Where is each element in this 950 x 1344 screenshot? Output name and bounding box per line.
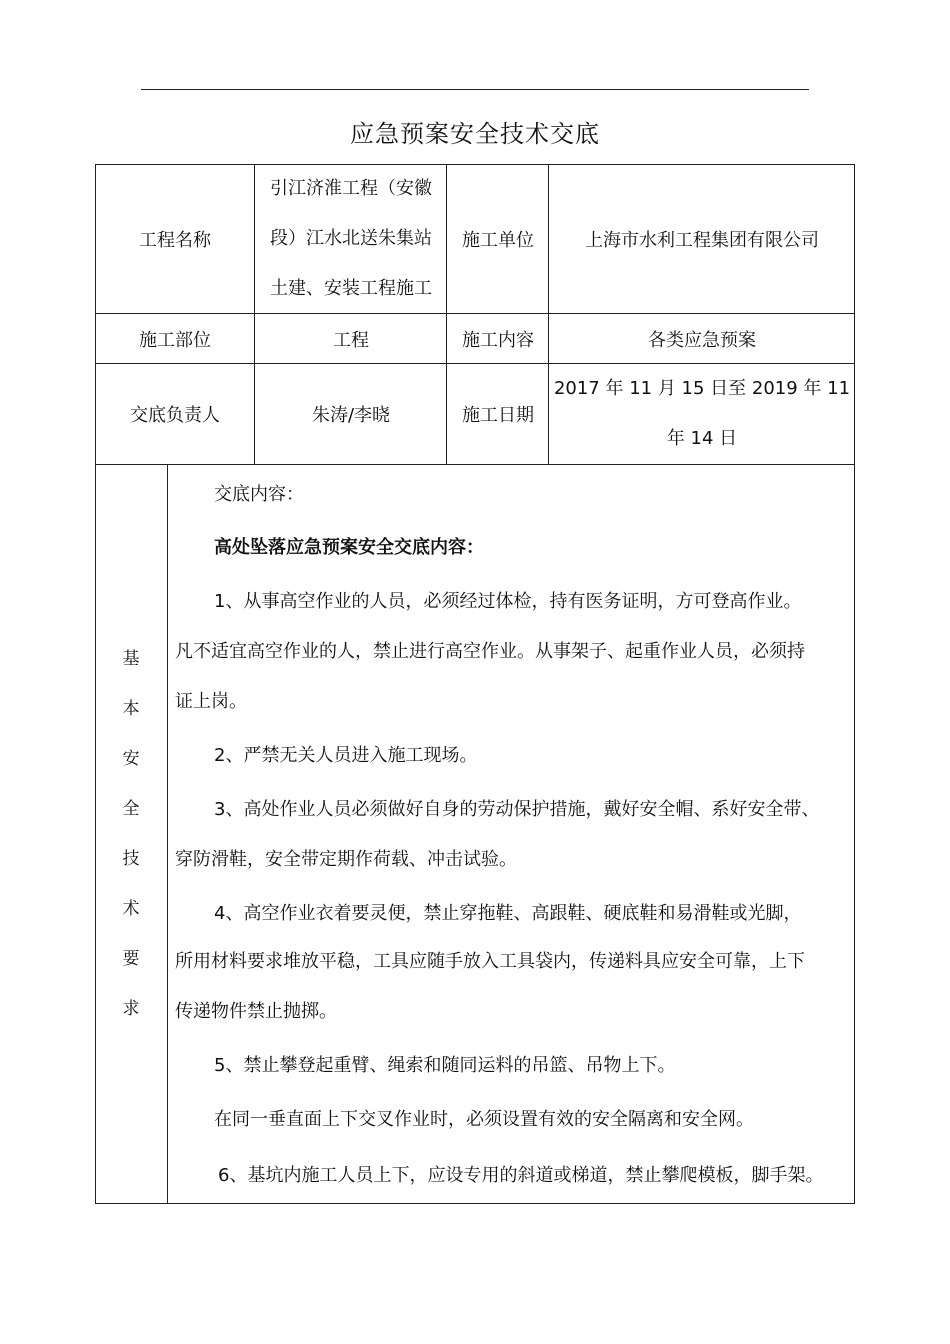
side-label-char: 要 <box>122 949 140 969</box>
side-label-char: 安 <box>122 749 140 769</box>
leader-label: 交底负责人 <box>130 405 220 426</box>
part-label: 施工部位 <box>139 330 211 351</box>
body-line: 证上岗。 <box>175 691 247 712</box>
date-value <box>549 364 855 464</box>
requirements-body <box>175 464 847 1204</box>
side-label-char: 术 <box>122 899 140 919</box>
body-line: 4、高空作业衣着要灵便，禁止穿拖鞋、高跟鞋、硬底鞋和易滑鞋或光脚， <box>214 903 802 924</box>
leader-value: 朱涛/李晓 <box>311 405 391 426</box>
side-label-char: 求 <box>122 999 140 1019</box>
body-line: 3、高处作业人员必须做好自身的劳动保护措施，戴好安全帽、系好安全带、 <box>214 799 820 820</box>
body-heading: 高处坠落应急预案安全交底内容： <box>214 537 484 558</box>
side-label-char: 本 <box>122 699 140 719</box>
content-label: 施工内容 <box>462 330 534 351</box>
contractor-label: 施工单位 <box>462 230 534 251</box>
side-label-char: 基 <box>122 649 140 669</box>
project-name-line: 段）江水北送朱集站 <box>270 228 432 249</box>
project-name-value <box>255 164 447 314</box>
date-line: 年 14 日 <box>666 428 738 449</box>
side-label-char: 全 <box>122 799 140 819</box>
date-label: 施工日期 <box>462 405 534 426</box>
body-line: 6、基坑内施工人员上下，应设专用的斜道或梯道，禁止攀爬模板，脚手架。 <box>218 1165 824 1186</box>
column-divider <box>167 464 168 1204</box>
body-line: 在同一垂直面上下交叉作业时，必须设置有效的安全隔离和安全网。 <box>214 1109 754 1130</box>
disclosure-table <box>95 164 855 1204</box>
body-line: 5、禁止攀登起重臂、绳索和随同运料的吊篮、吊物上下。 <box>214 1055 676 1076</box>
body-line: 凡不适宜高空作业的人，禁止进行高空作业。从事架子、起重作业人员，必须持 <box>175 641 805 662</box>
contractor-value: 上海市水利工程集团有限公司 <box>585 230 819 251</box>
body-line: 2、严禁无关人员进入施工现场。 <box>214 745 478 766</box>
header-rule <box>141 89 809 90</box>
part-value: 工程 <box>333 330 369 351</box>
requirements-side-label <box>95 634 167 1034</box>
date-line: 2017 年 11 月 15 日至 2019 年 11 <box>553 378 851 399</box>
project-name-label: 工程名称 <box>139 230 211 251</box>
side-label-char: 技 <box>122 849 140 869</box>
project-name-line: 引江济淮工程（安徽 <box>270 178 432 199</box>
body-line: 穿防滑鞋，安全带定期作荷载、冲击试验。 <box>175 849 517 870</box>
body-line: 传递物件禁止抛掷。 <box>175 1001 337 1022</box>
project-name-line: 土建、安装工程施工 <box>270 278 432 299</box>
body-line: 所用材料要求堆放平稳，工具应随手放入工具袋内，传递料具应安全可靠，上下 <box>175 951 805 972</box>
document-title: 应急预案安全技术交底 <box>350 120 600 148</box>
content-value: 各类应急预案 <box>648 330 756 351</box>
body-line: 1、从事高空作业的人员，必须经过体检，持有医务证明，方可登高作业。 <box>214 591 802 612</box>
body-line: 交底内容： <box>214 484 304 505</box>
